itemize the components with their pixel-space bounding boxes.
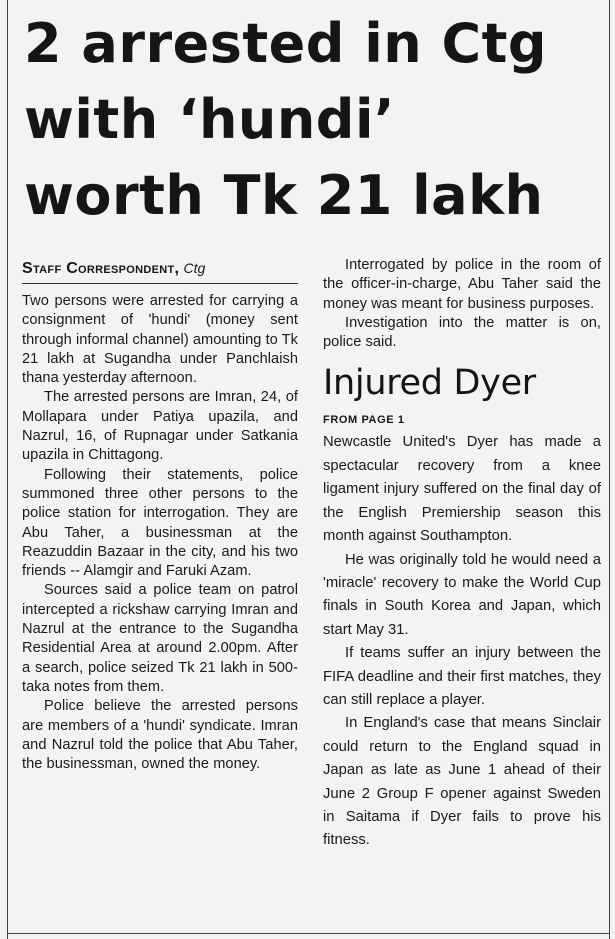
dyer-paragraph: In England's case that means Sinclair could return to the England squad in Japan as late as June 1 ahead of their June 2 Group F opener against Sweden in Saitama if Dyer fails to prove his fitness. [323,715,601,849]
article-paragraph: Investigation into the matter is on, police said. [323,314,601,351]
headline-line-1: 2 arrested in Ctg [24,12,548,75]
article-column-left [22,258,298,774]
dyer-headline: Injured Dyer [323,363,536,404]
bottom-border-rule [7,933,610,934]
article-paragraph: Two persons were arrested for carrying a consignment of 'hundi' (money sent through informal channel) amounting to Tk 21 lakh at Sugandha under Panchlaish thana yesterday afternoon. [22,293,298,387]
article-paragraph: Following their statements, police summoned three other persons to the police station for interrogation. They are Abu Taher, a businessman at the Reazuddin Bazaar in the city, and his two friends -- Alamgir and Faruki Azam. [22,466,298,580]
article-body-right [323,256,601,352]
byline [22,258,298,279]
article-body-left [22,292,298,774]
headline-line-2: with ‘hundi’ [24,88,395,151]
right-border-rule [609,0,610,939]
dyer-paragraph: He was originally told he would need a 'miracle' recovery to make the World Cup finals in South Korea and Japan, which start May 31. [323,551,601,638]
byline-author: Staff Correspondent, [22,260,180,277]
byline-rule [22,283,298,284]
from-page-label: FROM PAGE 1 [323,414,405,427]
article-paragraph: Police believe the arrested persons are members of a 'hundi' syndicate. Imran and Nazrul told the police that Abu Taher, the businessman, owned the money. [22,698,298,773]
headline [24,6,604,234]
article-column-right [323,256,601,853]
article-paragraph: Interrogated by police in the room of the officer-in-charge, Abu Taher said the money was meant for business purposes. [323,257,601,312]
dyer-paragraph: Newcastle United's Dyer has made a spectacular recovery from a knee ligament injury suffered on the final day of the English Premiership season this month against Southampton. [323,434,601,545]
left-border-rule [7,0,8,939]
byline-location: Ctg [183,260,206,276]
dyer-body [323,431,601,852]
dyer-paragraph: If teams suffer an injury between the FIFA deadline and their first matches, they can still replace a player. [323,645,601,708]
headline-line-3: worth Tk 21 lakh [24,164,544,227]
article-paragraph: The arrested persons are Imran, 24, of Mollapara under Patiya upazila, and Nazrul, 16, of Rupnagar under Satkania upazila in Chittagong. [22,389,298,464]
article-paragraph: Sources said a police team on patrol intercepted a rickshaw carrying Imran and Nazrul at the entrance to the Sugandha Residential Area at around 2.00pm. After a search, police seized Tk 21 lakh in 500-taka notes from them. [22,582,298,695]
